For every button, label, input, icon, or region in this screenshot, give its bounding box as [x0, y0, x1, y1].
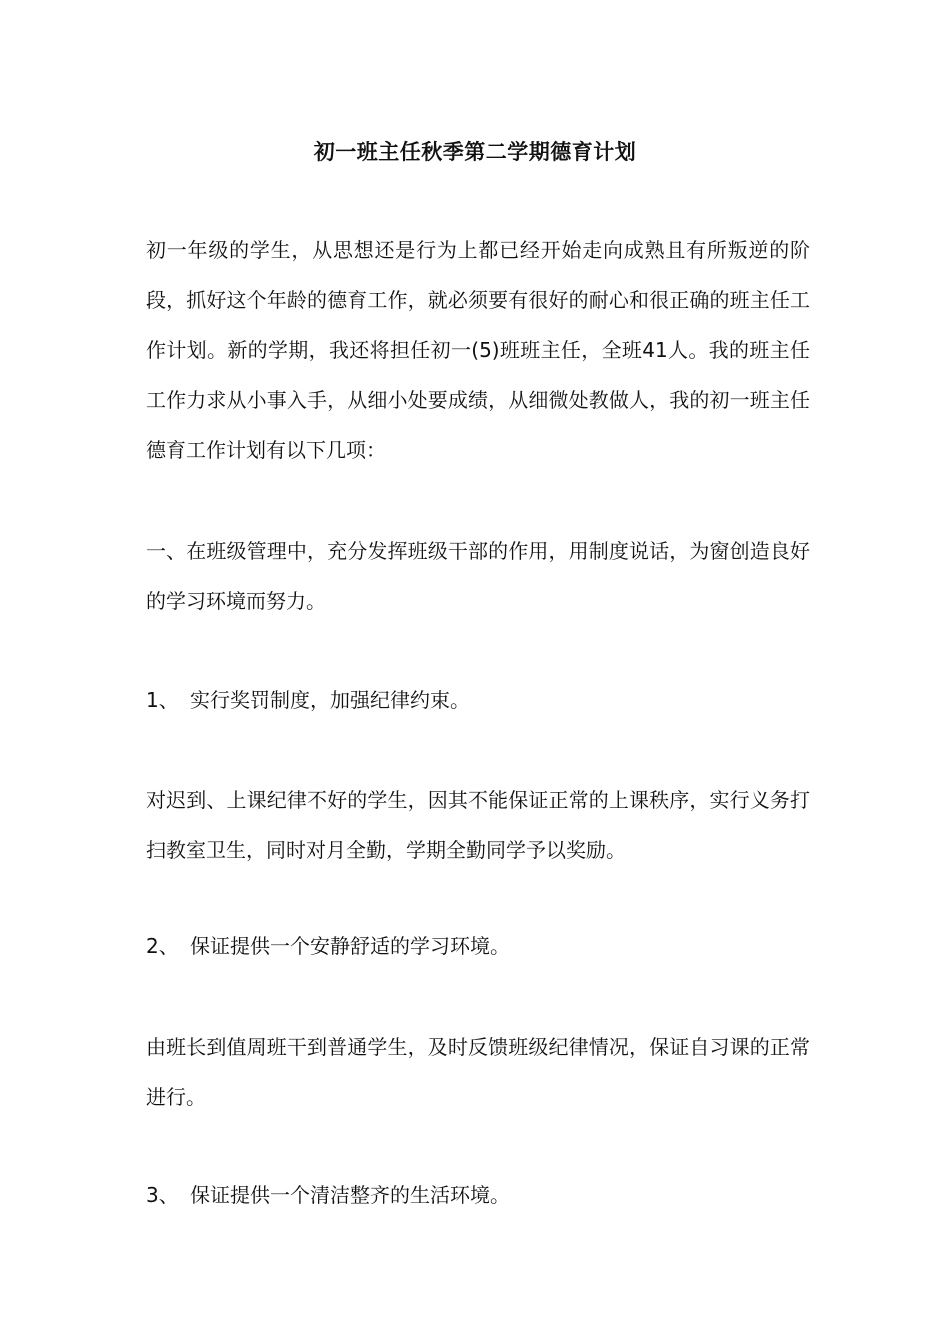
item-heading-2 — [146, 921, 810, 971]
item-heading-1 — [146, 675, 810, 725]
item-heading-text-1: 实行奖罚制度，加强纪律约束。 — [190, 688, 470, 712]
item-heading-3 — [146, 1170, 810, 1220]
document-title: 初一班主任秋季第二学期德育计划 — [313, 140, 637, 164]
item-body-1: 对迟到、上课纪律不好的学生，因其不能保证正常的上课秩序，实行义务打扫教室卫生，同时对月全勤，学期全勤同学予以奖励。 — [146, 788, 810, 862]
item-number-2: 2、 — [146, 934, 179, 958]
item-number-3: 3、 — [146, 1183, 179, 1207]
item-number-1: 1、 — [146, 688, 179, 712]
section-heading-1: 一、在班级管理中，充分发挥班级干部的作用，用制度说话，为窗创造良好的学习环境而努力。 — [146, 539, 810, 613]
item-heading-text-3: 保证提供一个清洁整齐的生活环境。 — [190, 1183, 510, 1207]
intro-paragraph: 初一年级的学生，从思想还是行为上都已经开始走向成熟且有所叛逆的阶段，抓好这个年龄的德育工作，就必须要有很好的耐心和很正确的班主任工作计划。新的学期，我还将担任初一(5)班班主任，全班41人。我的班主任工作力求从小事入手，从细小处要成绩，从细微处教做人，我的初一班主任德育工作计划有以下几项： — [146, 238, 810, 462]
item-body-2: 由班长到值周班干到普通学生，及时反馈班级纪律情况，保证自习课的正常进行。 — [146, 1035, 810, 1109]
item-heading-text-2: 保证提供一个安静舒适的学习环境。 — [190, 934, 510, 958]
